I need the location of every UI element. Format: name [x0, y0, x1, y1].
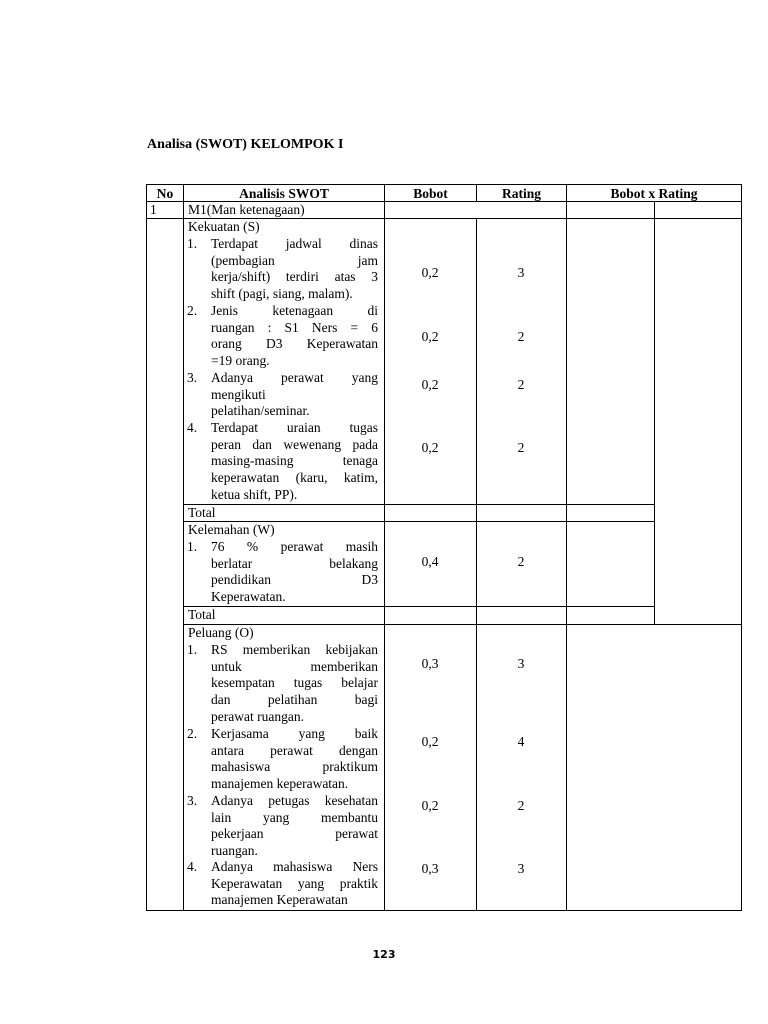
- header-analysis: Analisis SWOT: [239, 186, 329, 201]
- strength-total-label: Total: [188, 505, 216, 520]
- bxr-right-merged-cell-sw: [654, 218, 742, 625]
- item-text-line: keperawatan (karu, katim,: [211, 470, 378, 486]
- opportunity-rating-value: 4: [517, 734, 525, 749]
- header-no: No: [156, 186, 174, 201]
- item-text-line: Kerjasama yang baik: [211, 726, 378, 741]
- section-heading-opportunity: Peluang (O): [188, 625, 254, 640]
- strength-bobot-cell: [384, 218, 477, 505]
- item-text-line: Adanya petugas kesehatan: [211, 793, 378, 808]
- item-text-line: Jenis ketenagaan di: [211, 303, 378, 318]
- no-column-body: [146, 218, 184, 911]
- strength-bxr-left-cell: [566, 218, 655, 505]
- item-number: 1.: [187, 236, 198, 251]
- item-number: 1.: [187, 642, 198, 657]
- item-text-line: kesempatan tugas belajar: [211, 675, 378, 691]
- item-text-line: pendidikan D3: [211, 572, 378, 588]
- item-text: [211, 539, 378, 606]
- strength-rating-cell: [476, 218, 567, 505]
- strength-bobot-value: 0,2: [421, 377, 439, 392]
- item-text: [211, 420, 378, 504]
- item-text: [211, 726, 378, 793]
- item-number: 2.: [187, 726, 198, 741]
- opportunity-rating-value: 3: [517, 656, 525, 671]
- weakness-total-rating-cell: [476, 606, 567, 625]
- item-text-line: manajemen Keperawatan: [211, 892, 348, 908]
- item-text: [211, 793, 378, 860]
- item-text-line: mahasiswa praktikum: [211, 759, 378, 775]
- weakness-total-label: Total: [188, 607, 216, 622]
- item-text-line: pekerjaan perawat: [211, 826, 378, 842]
- item-text-line: dan pelatihan bagi: [211, 692, 378, 708]
- section-heading-weakness: Kelemahan (W): [188, 522, 275, 537]
- strength-total-bobot-cell: [384, 504, 477, 522]
- opportunity-bobot-value: 0,2: [421, 798, 439, 813]
- row1-cell-bxr-right: [654, 201, 742, 219]
- opportunity-bobot-value: 0,3: [421, 656, 439, 671]
- item-number: 3.: [187, 793, 198, 808]
- opportunity-bxr-cell: [566, 624, 742, 911]
- item-text-line: shift (pagi, siang, malam).: [211, 286, 353, 302]
- header-bobot-x-rating: Bobot x Rating: [610, 186, 698, 201]
- header-rating: Rating: [501, 186, 541, 201]
- section-heading-strength: Kekuatan (S): [188, 219, 260, 234]
- row1-cell-bxr-left: [566, 201, 655, 219]
- item-text: [211, 370, 378, 420]
- strength-rating-value: 2: [517, 329, 525, 344]
- strength-total-bxr-cell: [566, 504, 655, 522]
- weakness-total-bxr-cell: [566, 606, 655, 625]
- item-text-line: untuk memberikan: [211, 658, 378, 674]
- item-text-line: ruangan.: [211, 843, 258, 859]
- item-number: 2.: [187, 303, 198, 318]
- strength-bobot-value: 0,2: [421, 329, 439, 344]
- opportunity-rating-value: 2: [517, 798, 525, 813]
- item-text-line: berlatar belakang: [211, 555, 378, 571]
- row1-no: 1: [150, 202, 157, 217]
- strength-rating-value: 3: [517, 265, 525, 280]
- weakness-bobot-value: 0,4: [421, 554, 439, 569]
- item-text-line: peran dan wewenang pada: [211, 436, 378, 452]
- item-text-line: Terdapat jadwal dinas: [211, 236, 378, 251]
- item-text-line: masing-masing tenaga: [211, 453, 378, 469]
- item-text-line: manajemen keperawatan.: [211, 776, 349, 792]
- item-number: 4.: [187, 859, 198, 874]
- item-text-line: Keperawatan.: [211, 589, 286, 605]
- item-text: [211, 859, 378, 909]
- item-text-line: Keperawatan yang praktik: [211, 875, 378, 891]
- item-text-line: perawat ruangan.: [211, 708, 304, 724]
- page-number: 123: [372, 948, 396, 961]
- item-text-line: Adanya mahasiswa Ners: [211, 859, 378, 874]
- strength-bobot-value: 0,2: [421, 265, 439, 280]
- item-text-line: antara perawat dengan: [211, 742, 378, 758]
- item-number: 3.: [187, 370, 198, 385]
- row1-label: M1(Man ketenagaan): [188, 202, 305, 217]
- item-text-line: ketua shift, PP).: [211, 486, 298, 502]
- header-bobot: Bobot: [413, 186, 448, 201]
- strength-bobot-value: 0,2: [421, 440, 439, 455]
- item-text-line: kerja/shift) terdiri atas 3: [211, 269, 378, 285]
- opportunity-rating-value: 3: [517, 861, 525, 876]
- document-title: Analisa (SWOT) KELOMPOK I: [147, 137, 344, 152]
- item-text-line: RS memberikan kebijakan: [211, 642, 378, 657]
- item-text: [211, 303, 378, 370]
- item-text-line: mengikuti: [211, 386, 266, 402]
- opportunity-bobot-value: 0,3: [421, 861, 439, 876]
- item-text-line: =19 orang.: [211, 353, 270, 369]
- weakness-bxr-left-cell: [566, 521, 655, 607]
- item-number: 1.: [187, 539, 198, 554]
- opportunity-bobot-value: 0,2: [421, 734, 439, 749]
- item-text-line: 76 % perawat masih: [211, 539, 378, 554]
- row1-cell-bobot-rating: [384, 201, 567, 219]
- item-text-line: orang D3 Keperawatan: [211, 336, 378, 352]
- item-text: [211, 236, 378, 303]
- weakness-total-bobot-cell: [384, 606, 477, 625]
- item-text-line: ruangan : S1 Ners = 6: [211, 319, 378, 335]
- weakness-rating-value: 2: [517, 554, 525, 569]
- item-text: [211, 642, 378, 726]
- item-text-line: Terdapat uraian tugas: [211, 420, 378, 435]
- strength-rating-value: 2: [517, 377, 525, 392]
- item-text-line: Adanya perawat yang: [211, 370, 378, 385]
- strength-rating-value: 2: [517, 440, 525, 455]
- strength-total-rating-cell: [476, 504, 567, 522]
- item-number: 4.: [187, 420, 198, 435]
- item-text-line: (pembagian jam: [211, 252, 378, 268]
- item-text-line: pelatihan/seminar.: [211, 403, 310, 419]
- item-text-line: lain yang membantu: [211, 809, 378, 825]
